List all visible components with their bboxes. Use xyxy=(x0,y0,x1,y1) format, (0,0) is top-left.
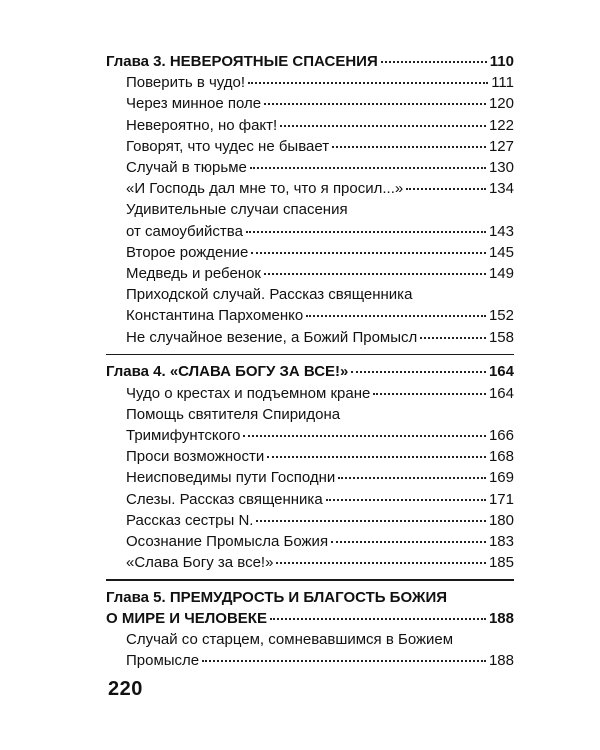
chapter-heading-line xyxy=(106,587,514,608)
entry-title: «Слава Богу за все!» xyxy=(126,554,274,572)
entry-title: Глава 5. ПРЕМУДРОСТЬ И БЛАГОСТЬ БОЖИЯ xyxy=(106,588,448,606)
entry-page-number: 149 xyxy=(488,265,514,283)
entry-title: Чудо о крестах и подъемном кране xyxy=(126,384,371,402)
dot-leader xyxy=(276,562,486,564)
entry-page-number: 166 xyxy=(488,426,514,444)
chapter-heading-line xyxy=(106,608,514,629)
dot-leader xyxy=(264,103,486,105)
entry-page-number: 164 xyxy=(488,363,514,381)
page-number: 220 xyxy=(108,678,143,700)
toc-entry xyxy=(106,446,514,467)
toc-entry xyxy=(106,72,514,93)
entry-page-number: 188 xyxy=(488,610,514,628)
entry-title: Неисповедимы пути Господни xyxy=(126,469,336,487)
toc-entry xyxy=(106,383,514,404)
dot-leader xyxy=(338,477,486,479)
entry-page-number: 130 xyxy=(488,159,514,177)
entry-title: Медведь и ребенок xyxy=(126,265,261,283)
toc-entry xyxy=(106,115,514,136)
toc-chapter-section xyxy=(106,51,514,355)
entry-title: Промысле xyxy=(126,652,200,670)
section-divider xyxy=(106,579,514,581)
toc-entry xyxy=(106,93,514,114)
toc-entry xyxy=(106,425,514,446)
toc-entry xyxy=(106,327,514,348)
entry-title: Говорят, что чудес не бывает xyxy=(126,137,330,155)
entry-page-number: 127 xyxy=(488,137,514,155)
dot-leader xyxy=(280,125,486,127)
dot-leader xyxy=(251,252,486,254)
entry-title: «И Господь дал мне то, что я просил...» xyxy=(126,180,404,198)
table-of-contents xyxy=(106,51,514,672)
entry-title: Проси возможности xyxy=(126,448,265,466)
entry-title: Не случайное везение, а Божий Промысл xyxy=(126,328,418,346)
entry-page-number: 134 xyxy=(488,180,514,198)
entry-title: Случай со старцем, сомневавшимся в Божием xyxy=(126,631,454,649)
dot-leader xyxy=(406,188,486,190)
entry-title: Тримифунтского xyxy=(126,426,241,444)
entry-page-number: 143 xyxy=(488,222,514,240)
dot-leader xyxy=(250,167,486,169)
toc-entry xyxy=(106,242,514,263)
dot-leader xyxy=(270,618,486,620)
chapter-heading-line xyxy=(106,361,514,382)
dot-leader xyxy=(248,82,488,84)
toc-entry xyxy=(106,629,514,650)
entry-title: О МИРЕ И ЧЕЛОВЕКЕ xyxy=(106,610,267,628)
toc-entry xyxy=(106,284,514,305)
toc-entry xyxy=(106,650,514,671)
entry-page-number: 111 xyxy=(491,74,514,92)
entry-page-number: 168 xyxy=(488,448,514,466)
entry-title: Осознание Промысла Божия xyxy=(126,532,329,550)
dot-leader xyxy=(264,273,486,275)
entry-page-number: 171 xyxy=(488,490,514,508)
entry-page-number: 185 xyxy=(488,554,514,572)
entry-title: Приходской случай. Рассказ священника xyxy=(126,286,413,304)
entry-title: Невероятно, но факт! xyxy=(126,116,278,134)
toc-entry xyxy=(106,404,514,425)
entry-page-number: 164 xyxy=(488,384,514,402)
entry-title: от самоубийства xyxy=(126,222,243,240)
toc-entry xyxy=(106,136,514,157)
dot-leader xyxy=(332,146,486,148)
entry-title: Помощь святителя Спиридона xyxy=(126,405,341,423)
dot-leader xyxy=(267,456,486,458)
dot-leader xyxy=(420,337,486,339)
toc-entry xyxy=(106,221,514,242)
entry-page-number: 120 xyxy=(488,95,514,113)
entry-page-number: 122 xyxy=(488,116,514,134)
toc-chapter-section xyxy=(106,587,514,672)
toc-entry xyxy=(106,157,514,178)
entry-page-number: 110 xyxy=(489,53,514,70)
entry-page-number: 169 xyxy=(488,469,514,487)
entry-page-number: 183 xyxy=(488,532,514,550)
section-divider xyxy=(106,354,514,356)
dot-leader xyxy=(381,61,487,63)
dot-leader xyxy=(331,541,486,543)
toc-entry xyxy=(106,305,514,326)
toc-entry xyxy=(106,552,514,573)
entry-title: Рассказ сестры N. xyxy=(126,511,254,529)
toc-chapter-section xyxy=(106,361,514,581)
dot-leader xyxy=(326,499,486,501)
toc-entry xyxy=(106,531,514,552)
toc-entry xyxy=(106,263,514,284)
entry-title: Глава 3. НЕВЕРОЯТНЫЕ СПАСЕНИЯ xyxy=(106,53,378,70)
toc-entry xyxy=(106,489,514,510)
dot-leader xyxy=(306,315,486,317)
toc-entry xyxy=(106,199,514,220)
toc-entry xyxy=(106,467,514,488)
entry-title: Удивительные случаи спасения xyxy=(126,201,348,219)
entry-title: Константина Пархоменко xyxy=(126,307,304,325)
entry-title: Глава 4. «СЛАВА БОГУ ЗА ВСЕ!» xyxy=(106,363,349,381)
entry-title: Второе рождение xyxy=(126,243,249,261)
entry-title: Через минное поле xyxy=(126,95,262,113)
entry-title: Поверить в чудо! xyxy=(126,74,246,92)
entry-title: Случай в тюрьме xyxy=(126,159,247,177)
entry-page-number: 152 xyxy=(488,307,514,325)
entry-page-number: 145 xyxy=(488,243,514,261)
entry-title: Слезы. Рассказ священника xyxy=(126,490,323,508)
entry-page-number: 188 xyxy=(488,652,514,670)
toc-entry xyxy=(106,178,514,199)
dot-leader xyxy=(243,435,486,437)
dot-leader xyxy=(256,520,486,522)
dot-leader xyxy=(351,371,486,373)
toc-entry xyxy=(106,510,514,531)
chapter-heading-line xyxy=(106,51,514,72)
entry-page-number: 158 xyxy=(488,328,514,346)
dot-leader xyxy=(202,660,486,662)
dot-leader xyxy=(373,393,486,395)
entry-page-number: 180 xyxy=(488,511,514,529)
dot-leader xyxy=(246,231,486,233)
